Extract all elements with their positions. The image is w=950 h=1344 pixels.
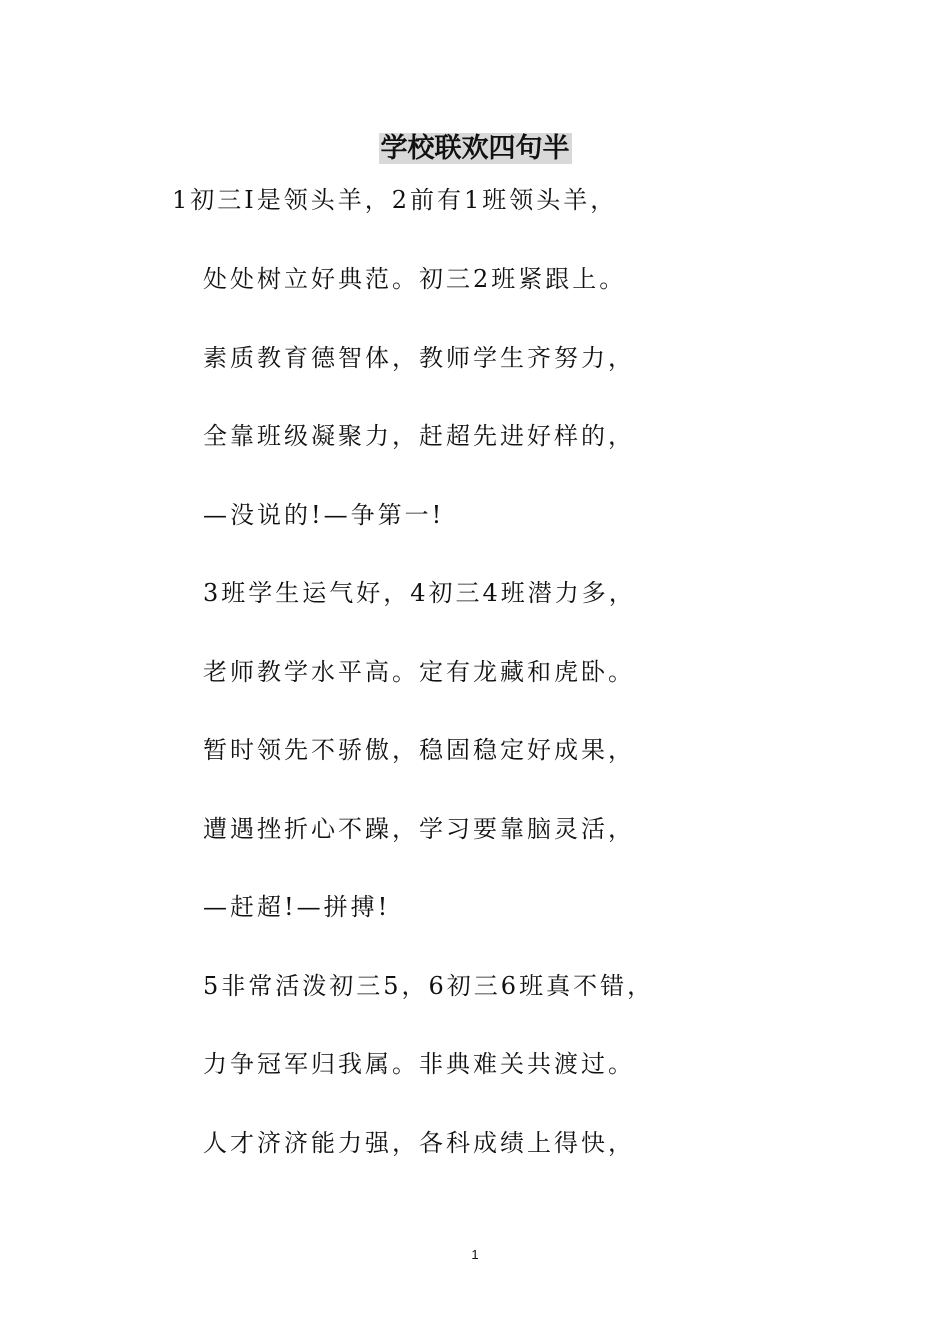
poem-line: 全靠班级凝聚力，赶超先进好样的，	[203, 422, 635, 450]
poem-line: 老师教学水平高。定有龙藏和虎卧。	[203, 658, 635, 686]
poem-line: 5非常活泼初三5，6初三6班真不错，	[203, 972, 655, 1000]
poem-line: 素质教育德智体，教师学生齐努力，	[203, 344, 635, 372]
poem-line: 遭遇挫折心不躁，学习要靠脑灵活，	[203, 815, 635, 843]
poem-line: 3班学生运气好，4初三4班潜力多，	[203, 579, 636, 607]
poem-line: 暂时领先不骄傲，稳固稳定好成果，	[203, 736, 635, 764]
title-text: 学校联欢四句半	[380, 133, 570, 164]
poem-line: 处处树立好典范。初三2班紧跟上。	[203, 265, 627, 293]
document-title	[0, 130, 950, 168]
poem-line: 1初三Ⅰ是领头羊，2前有1班领头羊，	[172, 186, 618, 214]
poem-line: —没说的!—争第一!	[203, 501, 445, 529]
poem-line: 人才济济能力强，各科成绩上得快，	[203, 1129, 635, 1157]
poem-line: —赶超!—拼搏!	[203, 893, 391, 921]
page-number: 1	[471, 1247, 479, 1262]
poem-line: 力争冠军归我属。非典难关共渡过。	[203, 1050, 635, 1078]
